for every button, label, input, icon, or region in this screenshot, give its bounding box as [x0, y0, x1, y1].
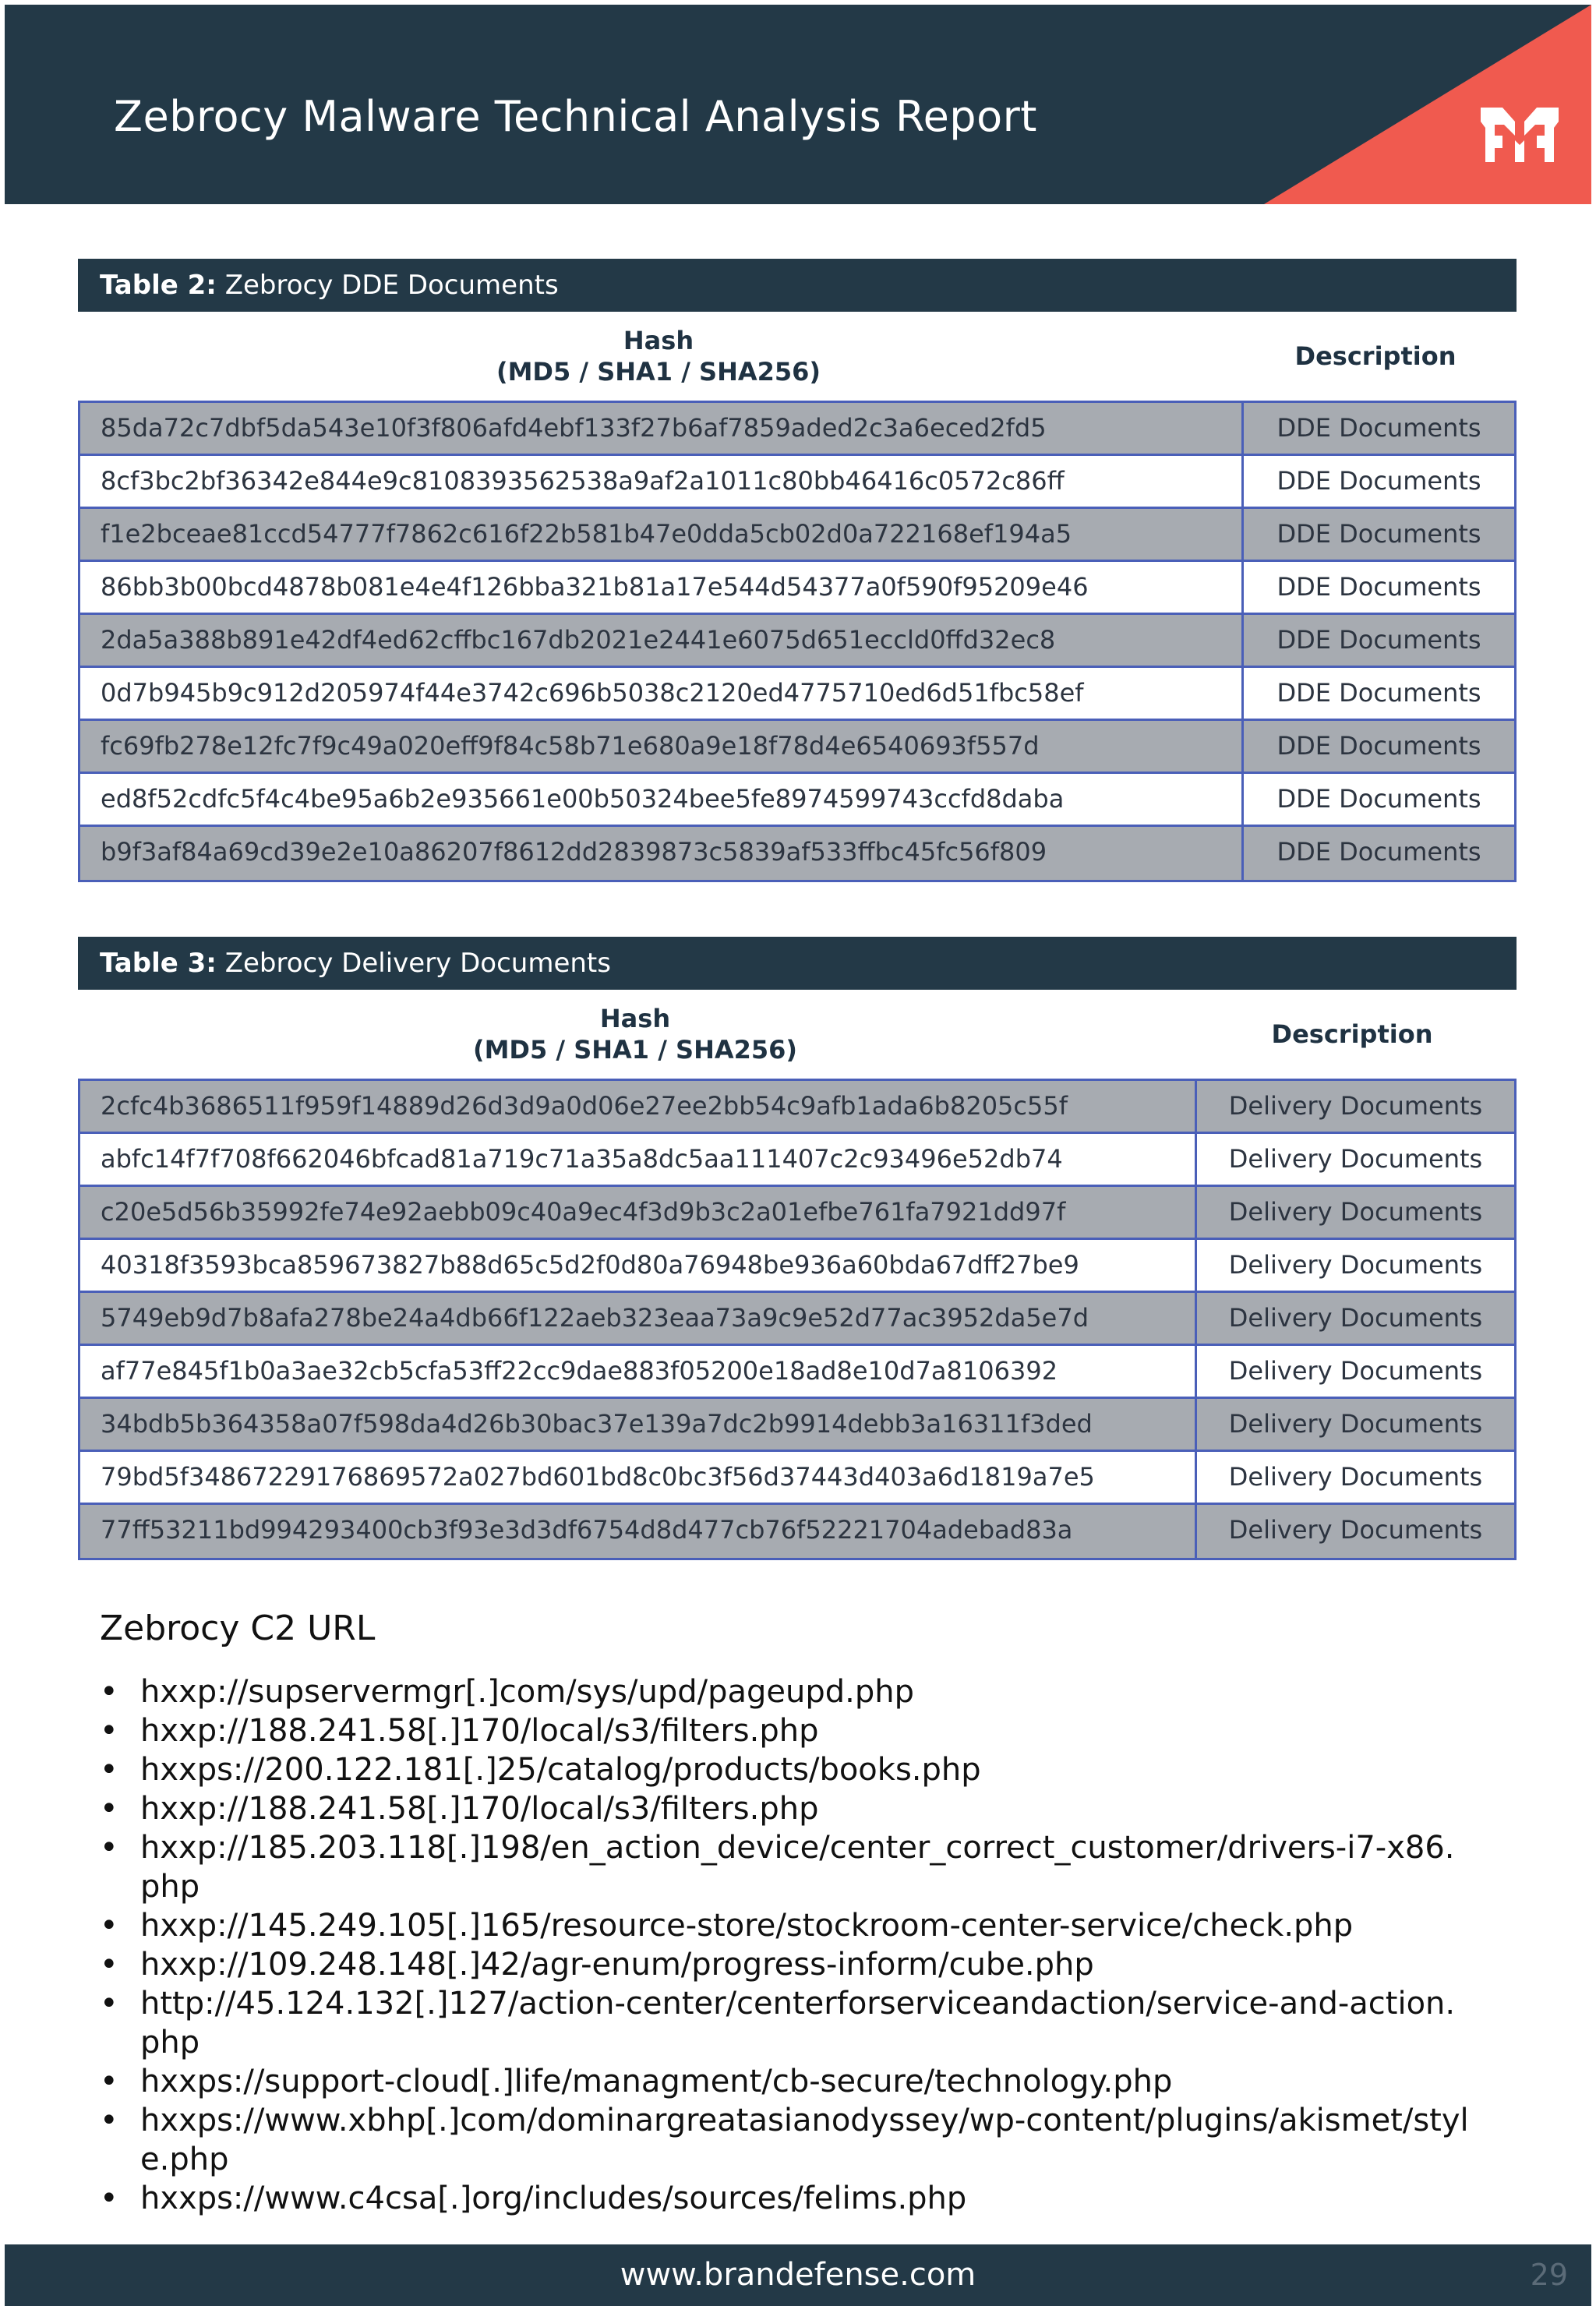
hash-cell: af77e845f1b0a3ae32cb5cfa53ff22cc9dae883f05200e18ad8e10d7a8106392 — [101, 1356, 1058, 1386]
table-row — [80, 562, 1514, 615]
bullet-icon: • — [100, 1986, 118, 2022]
description-cell: DDE Documents — [1241, 774, 1514, 825]
description-cell: DDE Documents — [1241, 827, 1514, 880]
dde-documents-table — [78, 259, 1517, 882]
description-cell: DDE Documents — [1241, 615, 1514, 666]
description-cell: DDE Documents — [1241, 668, 1514, 719]
bullet-icon: • — [100, 1791, 118, 1827]
list-item — [100, 1906, 1471, 1945]
hash-header-label: Hash — [623, 326, 694, 355]
list-item — [100, 2062, 1471, 2101]
list-item — [100, 1945, 1471, 1984]
report-title: Zebrocy Malware Technical Analysis Report — [114, 92, 1037, 141]
report-header — [5, 5, 1591, 204]
table-row — [80, 1346, 1514, 1399]
bullet-icon: • — [100, 2181, 118, 2216]
table-row — [80, 827, 1514, 880]
table-row — [80, 1134, 1514, 1187]
table-row — [80, 1240, 1514, 1293]
description-cell: Delivery Documents — [1195, 1346, 1514, 1397]
table-body — [78, 401, 1517, 882]
c2-url-text: hxxp://109.248.148[.]42/agr-enum/progress-inform/cube.php — [140, 1947, 1094, 1983]
delivery-documents-table — [78, 937, 1517, 1560]
c2-url-text: hxxp://188.241.58[.]170/local/s3/filters.php — [140, 1791, 819, 1827]
description-cell: Delivery Documents — [1195, 1452, 1514, 1503]
description-cell: Delivery Documents — [1195, 1240, 1514, 1291]
hash-header-sublabel: (MD5 / SHA1 / SHA256) — [496, 357, 821, 387]
hash-cell: 2da5a388b891e42df4ed62cffbc167db2021e2441e6075d651eccld0ffd32ec8 — [101, 625, 1056, 655]
table-row — [80, 403, 1514, 456]
description-cell: DDE Documents — [1241, 403, 1514, 454]
bullet-icon: • — [100, 1752, 118, 1788]
table-row — [80, 668, 1514, 721]
page-number: 29 — [1530, 2258, 1568, 2292]
description-cell: Delivery Documents — [1195, 1187, 1514, 1238]
hash-cell: 85da72c7dbf5da543e10f3f806afd4ebf133f27b6af7859aded2c3a6eced2fd5 — [101, 413, 1047, 443]
hash-cell: c20e5d56b35992fe74e92aebb09c40a9ec4f3d9b3c2a01efbe761fa7921dd97f — [101, 1197, 1066, 1227]
c2-url-text: hxxps://www.xbhp[.]com/dominargreatasianodyssey/wp-content/plugins/akismet/style.php — [140, 2103, 1469, 2177]
table-row — [80, 1505, 1514, 1558]
c2-url-text: hxxp://145.249.105[.]165/resource-store/stockroom-center-service/check.php — [140, 1908, 1354, 1944]
bullet-icon: • — [100, 1830, 118, 1866]
list-item — [100, 1789, 1471, 1828]
hash-cell: 0d7b945b9c912d205974f44e3742c696b5038c2120ed4775710ed6d51fbc58ef — [101, 678, 1084, 708]
c2-url-text: hxxps://200.122.181[.]25/catalog/products/books.php — [140, 1752, 981, 1788]
hash-cell: 2cfc4b3686511f959f14889d26d3d9a0d06e27ee2bb54c9afb1ada6b8205c55f — [101, 1091, 1068, 1121]
bullet-icon: • — [100, 2103, 118, 2138]
description-cell: DDE Documents — [1241, 721, 1514, 772]
hash-cell: 77ff53211bd994293400cb3f93e3d3df6754d8d477cb76f52221704adebad83a — [101, 1515, 1073, 1545]
list-item — [100, 1828, 1471, 1906]
table-row — [80, 1452, 1514, 1505]
c2-url-text: hxxp://185.203.118[.]198/en_action_device/center_correct_customer/drivers-i7-x86.php — [140, 1830, 1455, 1905]
hash-cell: ed8f52cdfc5f4c4be95a6b2e935661e00b50324bee5fe8974599743ccfd8daba — [101, 784, 1065, 814]
c2-url-text: hxxp://supservermgr[.]com/sys/upd/pageupd.php — [140, 1674, 914, 1710]
bullet-icon: • — [100, 1947, 118, 1983]
list-item — [100, 2101, 1471, 2179]
c2-url-text: hxxp://188.241.58[.]170/local/s3/filters.php — [140, 1713, 819, 1749]
c2-url-text: http://45.124.132[.]127/action-center/centerforserviceandaction/service-and-action.php — [140, 1986, 1456, 2061]
bullet-icon: • — [100, 1674, 118, 1710]
table-row — [80, 1399, 1514, 1452]
table-header-row — [78, 990, 1517, 1079]
table-body — [78, 1079, 1517, 1560]
bullet-icon: • — [100, 2064, 118, 2099]
hash-cell: 86bb3b00bcd4878b081e4e4f126bba321b81a17e544d54377a0f590f95209e46 — [101, 572, 1089, 602]
description-column-header: Description — [1271, 1019, 1433, 1049]
hash-header-label: Hash — [599, 1004, 671, 1033]
table-caption-text: Zebrocy Delivery Documents — [216, 948, 611, 979]
table-header-row — [78, 312, 1517, 401]
bullet-icon: • — [100, 1713, 118, 1749]
list-item — [100, 1672, 1471, 1711]
hash-column-header — [78, 1003, 1192, 1065]
list-item — [100, 1711, 1471, 1750]
table-row — [80, 615, 1514, 668]
hash-cell: 40318f3593bca859673827b88d65c5d2f0d80a76948be936a60bda67dff27be9 — [101, 1250, 1079, 1280]
hash-cell: f1e2bceae81ccd54777f7862c616f22b581b47e0dda5cb02d0a722168ef194a5 — [101, 519, 1072, 549]
footer-website-link[interactable]: www.brandefense.com — [620, 2257, 976, 2293]
bullet-icon: • — [100, 1908, 118, 1944]
table-caption — [78, 937, 1517, 990]
table-row — [80, 1081, 1514, 1134]
description-cell: Delivery Documents — [1195, 1134, 1514, 1185]
description-cell: Delivery Documents — [1195, 1399, 1514, 1450]
c2-url-heading: Zebrocy C2 URL — [100, 1609, 376, 1648]
table-row — [80, 721, 1514, 774]
description-column-header: Description — [1294, 341, 1457, 371]
table-row — [80, 1293, 1514, 1346]
report-footer — [5, 2244, 1591, 2306]
hash-cell: 5749eb9d7b8afa278be24a4db66f122aeb323eaa73a9c9e52d77ac3952da5e7d — [101, 1303, 1089, 1333]
c2-url-text: hxxps://support-cloud[.]life/managment/cb-secure/technology.php — [140, 2064, 1173, 2099]
hash-header-sublabel: (MD5 / SHA1 / SHA256) — [472, 1035, 798, 1065]
description-cell: DDE Documents — [1241, 456, 1514, 507]
table-caption-label: Table 2: — [100, 270, 217, 301]
table-caption — [78, 259, 1517, 312]
description-cell: DDE Documents — [1241, 562, 1514, 613]
table-caption-text: Zebrocy DDE Documents — [216, 270, 559, 301]
hash-cell: 79bd5f34867229176869572a027bd601bd8c0bc3f56d37443d403a6d1819a7e5 — [101, 1462, 1095, 1492]
hash-cell: fc69fb278e12fc7f9c49a020eff9f84c58b71e680a9e18f78d4e6540693f557d — [101, 731, 1040, 761]
list-item — [100, 1750, 1471, 1789]
description-cell: Delivery Documents — [1195, 1081, 1514, 1132]
table-row — [80, 774, 1514, 827]
list-item — [100, 2179, 1471, 2218]
hash-column-header — [78, 325, 1239, 387]
table-row — [80, 1187, 1514, 1240]
list-item — [100, 1984, 1471, 2062]
table-row — [80, 456, 1514, 509]
description-cell: DDE Documents — [1241, 509, 1514, 560]
table-caption-label: Table 3: — [100, 948, 217, 979]
description-cell: Delivery Documents — [1195, 1293, 1514, 1344]
c2-url-text: hxxps://www.c4csa[.]org/includes/sources/felims.php — [140, 2181, 967, 2216]
hash-cell: b9f3af84a69cd39e2e10a86207f8612dd2839873c5839af533ffbc45fc56f809 — [101, 837, 1047, 867]
hash-cell: 34bdb5b364358a07f598da4d26b30bac37e139a7dc2b9914debb3a16311f3ded — [101, 1409, 1093, 1439]
hash-cell: 8cf3bc2bf36342e844e9c8108393562538a9af2a1011c80bb46416c0572c86ff — [101, 466, 1065, 496]
brandefense-logo-icon — [1479, 104, 1560, 165]
hash-cell: abfc14f7f708f662046bfcad81a719c71a35a8dc5aa111407c2c93496e52db74 — [101, 1144, 1063, 1174]
c2-url-list — [100, 1672, 1471, 2218]
table-row — [80, 509, 1514, 562]
description-cell: Delivery Documents — [1195, 1505, 1514, 1558]
